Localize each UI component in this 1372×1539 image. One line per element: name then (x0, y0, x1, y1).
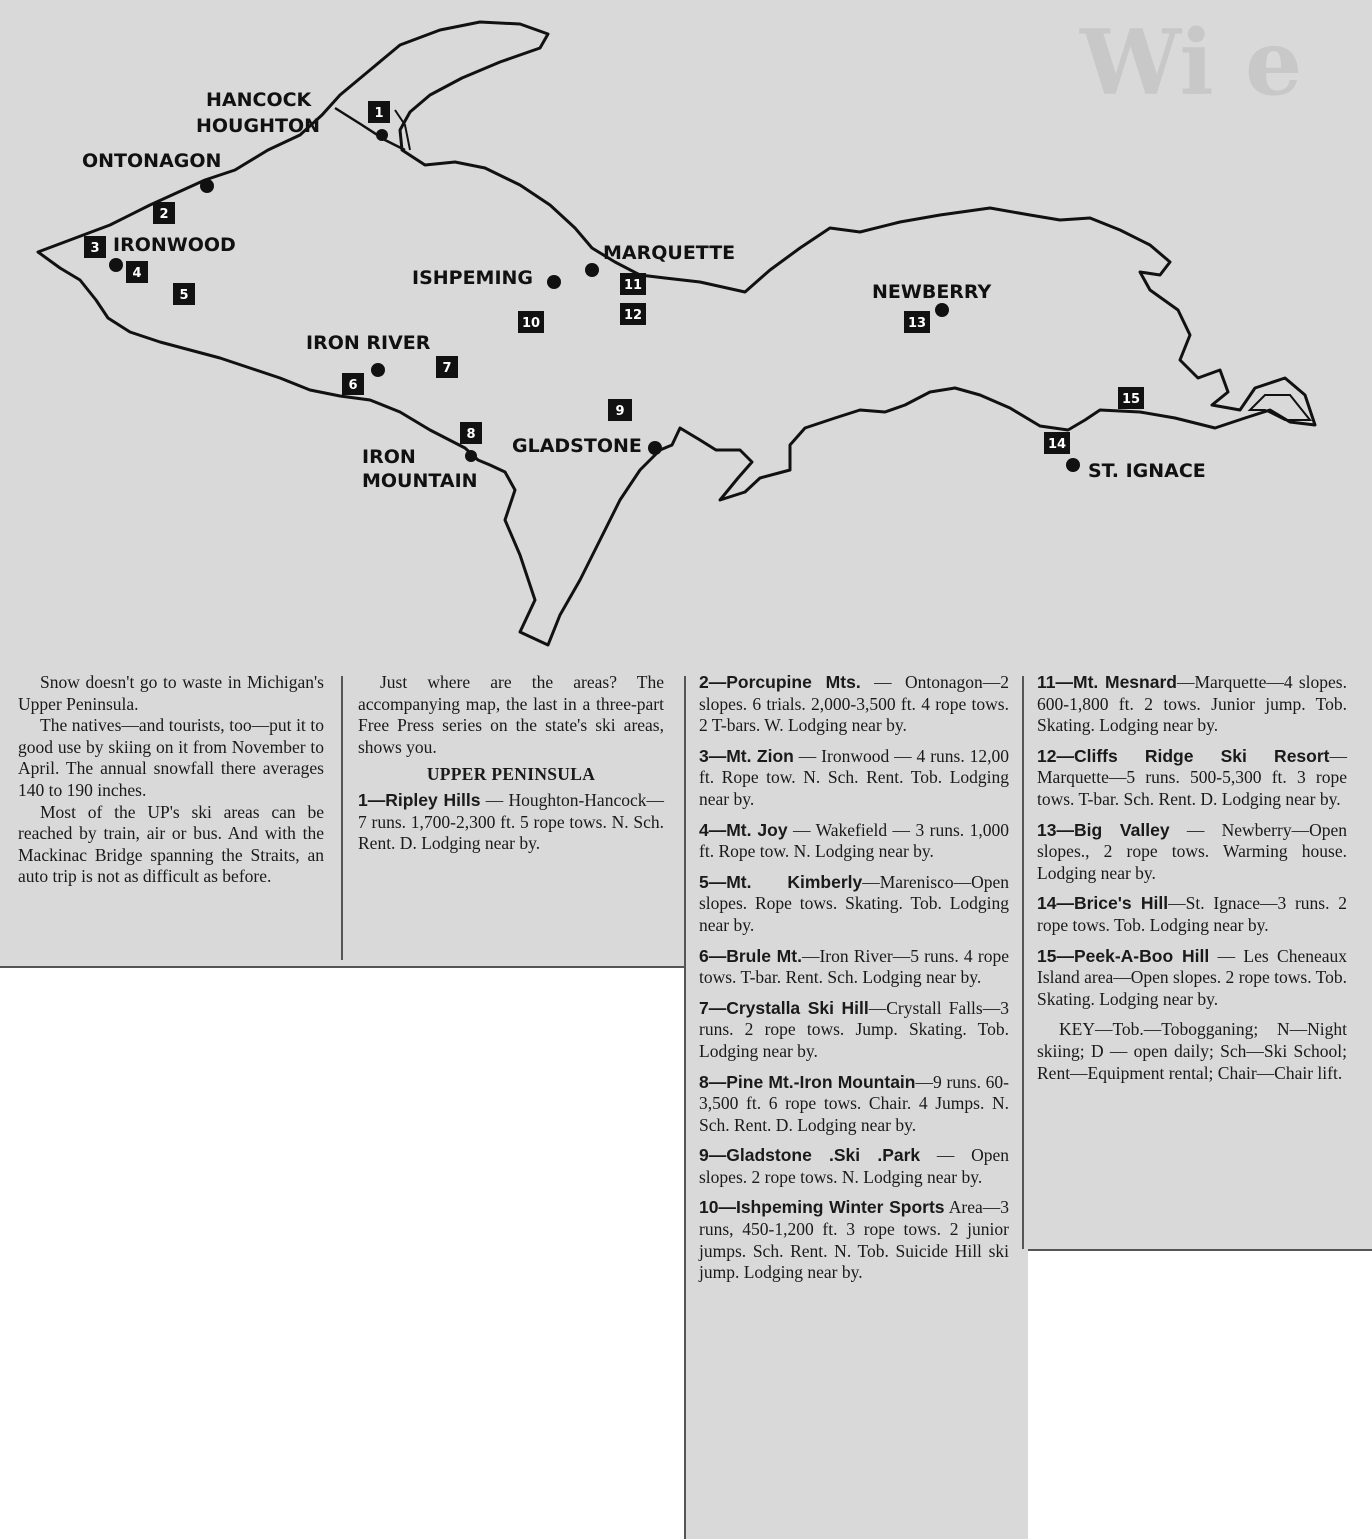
city-label-hancock: HANCOCK (206, 89, 312, 111)
bottom-rule-left (0, 966, 684, 968)
iron-river-dot (371, 363, 385, 377)
ski-area-entry: 6—Brule Mt.—Iron River—5 runs. 4 rope tows. T-bar. Rent. Sch. Lodging near by. (699, 945, 1009, 988)
ski-area-entry: 5—Mt. Kimberly—Marenisco—Open slopes. Rope tows. Skating. Tob. Lodging near by. (699, 871, 1009, 935)
city-label-gladstone: GLADSTONE (512, 435, 642, 457)
ski-area-entry: 8—Pine Mt.-Iron Mountain—9 runs. 60-3,500 ft. 6 rope tows. Chair. 4 Jumps. N. Sch. Rent. D. Lodging near by. (699, 1071, 1009, 1135)
houghton-dot (376, 129, 388, 141)
marker-5 (173, 283, 195, 305)
svg-text:1: 1 (374, 106, 384, 121)
city-label-ontonagon: ONTONAGON (82, 150, 222, 172)
ski-area-entry: 14—Brice's Hill—St. Ignace—3 runs. 2 rope tows. Tob. Lodging near by. (1037, 893, 1347, 935)
city-label-ishpeming: ISHPEMING (412, 267, 534, 289)
svg-text:7: 7 (442, 361, 452, 376)
ski-areas-column-4 (1037, 672, 1347, 1084)
ski-area-entry: 9—Gladstone .Ski .Park — Open slopes. 2 rope tows. N. Lodging near by. (699, 1145, 1009, 1187)
column-rule-1 (341, 676, 343, 960)
city-label-marquette: MARQUETTE (603, 242, 736, 264)
marker-14 (1044, 432, 1070, 454)
svg-text:12: 12 (623, 308, 643, 323)
ishpeming-dot (547, 275, 561, 289)
faded-headline-bleed: Wi e (1080, 10, 1303, 116)
gladstone-dot (648, 441, 662, 455)
svg-text:5: 5 (179, 288, 189, 303)
marker-15 (1118, 387, 1144, 409)
ski-area-entry: 10—Ishpeming Winter Sports Area—3 runs, 450-1,200 ft. 3 rope tows. 2 junior jumps. Sch. Rent. N. Tob. Suicide Hill ski jump. Lodging near by. (699, 1197, 1009, 1283)
marker-7 (436, 356, 458, 378)
svg-text:15: 15 (1121, 392, 1141, 407)
newberry-dot (935, 303, 949, 317)
abbreviation-key: KEY—Tob.—Tobogganing; N—Night skiing; D — open daily; Sch—Ski School; Rent—Equipment rental; Chair—Chair lift. (1037, 1019, 1347, 1083)
marker-3 (84, 236, 106, 258)
bottom-rule-right (1028, 1249, 1372, 1251)
marquette-dot (585, 263, 599, 277)
intro-paragraph-3: Most of the UP's ski areas can be reached by train, air or bus. And with the Mackinac Bridge spanning the Straits, an auto trip is not as difficult as before. (18, 801, 324, 887)
ski-area-entry: 4—Mt. Joy — Wakefield — 3 runs. 1,000 ft. Rope tow. N. Lodging near by. (699, 819, 1009, 862)
marker-13 (904, 311, 930, 333)
ironwood-dot (109, 258, 123, 272)
ski-area-entry: 11—Mt. Mesnard—Marquette—4 slopes. 600-1,800 ft. 2 tows. Junior jump. Tob. Skating. Lodging near by. (1037, 672, 1347, 736)
intro-paragraph-2: The natives—and tourists, too—put it to good use by skiing on it from November to April. The annual snowfall there averages 140 to 190 inches. (18, 715, 324, 800)
ski-area-entry: 15—Peek-A-Boo Hill — Les Cheneaux Island area—Open slopes. 2 rope tows. Tob. Skating. Lodging near by. (1037, 945, 1348, 1009)
column-rule-3 (1022, 676, 1024, 1249)
marker-6 (342, 373, 364, 395)
ski-area-entry: 12—Cliffs Ridge Ski Resort—Marquette—5 runs. 500-5,300 ft. 3 rope tows. T-bar. Sch. Rent. D. Lodging near by. (1037, 745, 1347, 809)
column-rule-2 (684, 676, 686, 1539)
st-ignace-dot (1066, 458, 1080, 472)
intro-paragraph-4: Just where are the areas? The accompanying map, the last in a three-part Free Press series on the state's ski areas, shows you. (358, 672, 664, 757)
city-label-iron: IRON (362, 446, 416, 468)
svg-text:11: 11 (623, 278, 643, 293)
svg-text:3: 3 (90, 241, 100, 256)
city-label-iron-river: IRON RIVER (306, 332, 431, 354)
intro-column-2 (358, 672, 664, 864)
marker-10 (518, 311, 544, 333)
svg-text:4: 4 (132, 266, 142, 281)
intro-paragraph-1: Snow doesn't go to waste in Michigan's Upper Peninsula. (18, 672, 324, 714)
svg-text:8: 8 (466, 427, 476, 442)
svg-text:6: 6 (348, 378, 358, 393)
ski-area-entry: 13—Big Valley — Newberry—Open slopes., 2 rope tows. Warming house. Lodging near by. (1037, 819, 1347, 883)
city-label-mountain: MOUNTAIN (362, 470, 478, 492)
ski-area-entry: 3—Mt. Zion — Ironwood — 4 runs. 12,00 ft. Rope tow. N. Sch. Rent. Tob. Lodging near by. (699, 745, 1010, 809)
svg-text:10: 10 (521, 316, 541, 331)
upper-peninsula-map (0, 0, 1372, 668)
ski-area-entry: 7—Crystalla Ski Hill—Crystall Falls—3 runs. 2 rope tows. Jump. Skating. Tob. Lodging near by. (699, 997, 1009, 1061)
ski-areas-column-3 (699, 672, 1009, 1293)
marker-2 (153, 202, 175, 224)
city-label-ironwood: IRONWOOD (113, 234, 236, 256)
city-label-newberry: NEWBERRY (872, 281, 992, 303)
marker-8 (460, 422, 482, 444)
map-panel (0, 0, 1372, 668)
city-label-houghton: HOUGHTON (196, 115, 320, 137)
ski-area-entry: 1—Ripley Hills — Houghton-Hancock—7 runs. 1,700-2,300 ft. 5 rope tows. N. Sch. Rent. D. Lodging near by. (358, 789, 664, 854)
marker-4 (126, 261, 148, 283)
svg-text:13: 13 (907, 316, 927, 331)
iron-mountain-dot (465, 450, 477, 462)
marker-11 (620, 273, 646, 295)
svg-text:2: 2 (159, 207, 169, 222)
svg-text:14: 14 (1047, 437, 1067, 452)
marker-12 (620, 303, 646, 325)
intro-column-1 (18, 672, 324, 888)
svg-text:9: 9 (615, 404, 625, 419)
ontonagon-dot (200, 179, 214, 193)
section-title: UPPER PENINSULA (426, 764, 596, 785)
city-label-st-ignace: ST. IGNACE (1088, 460, 1206, 482)
marker-9 (608, 399, 632, 421)
marker-1 (368, 101, 390, 123)
ski-area-entry: 2—Porcupine Mts. — Ontonagon—2 slopes. 6 trials. 2,000-3,500 ft. 4 rope tows. 2 T-bars. W. Lodging near by. (699, 672, 1009, 736)
